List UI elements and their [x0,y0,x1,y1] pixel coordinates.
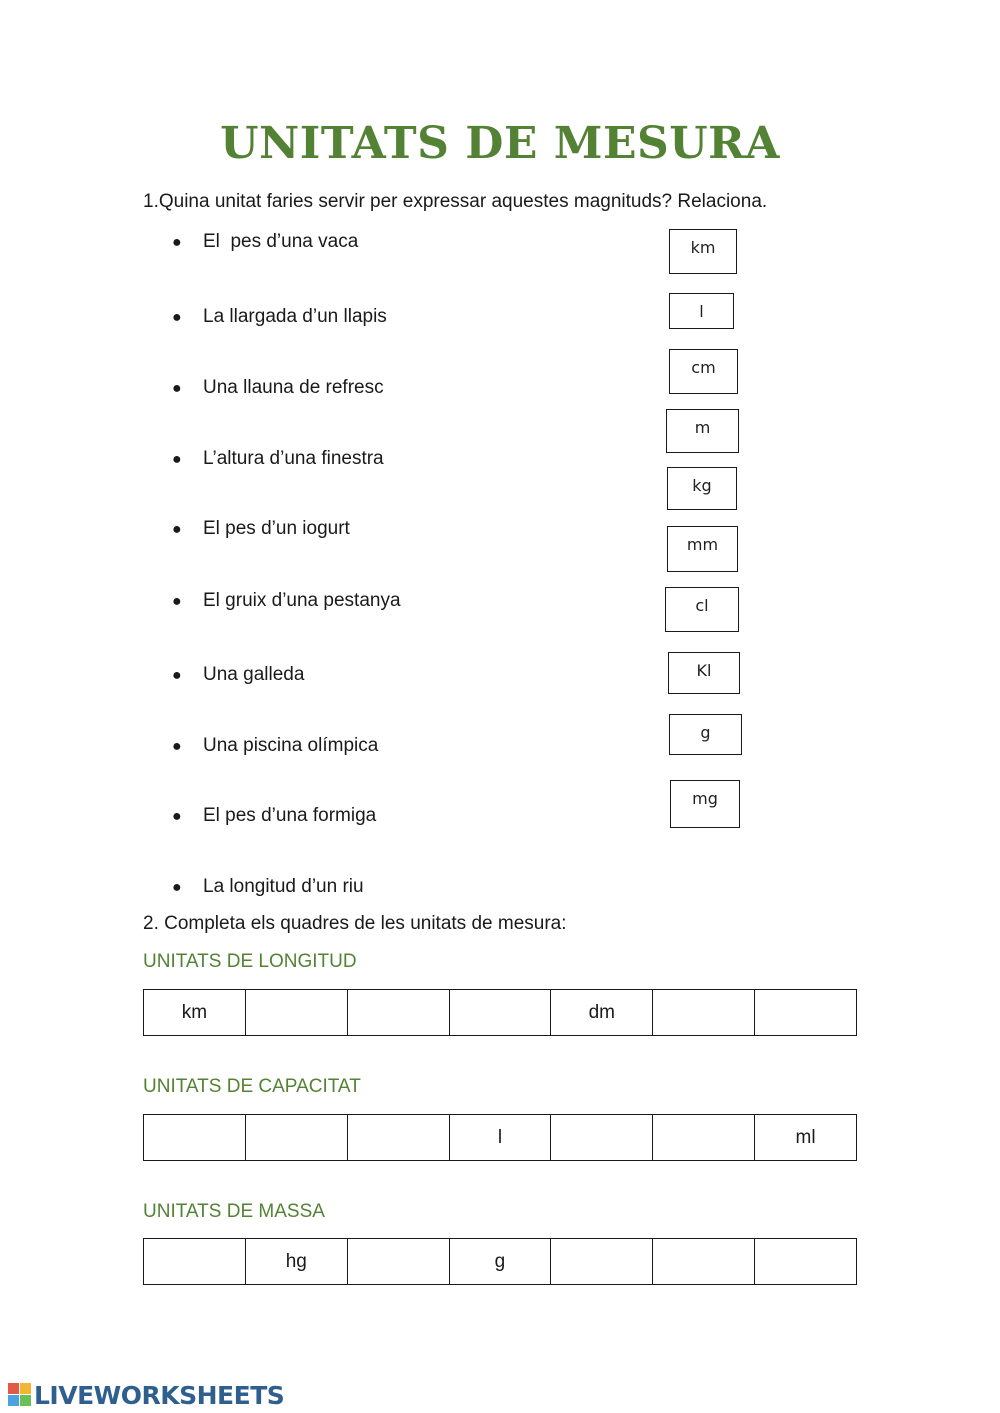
answer-input[interactable] [144,1238,249,1285]
table-row [144,1239,857,1285]
unit-box-mm[interactable]: mm [667,526,738,572]
list-item [172,735,378,757]
table-capacitat [143,1114,857,1161]
table-cell: ml [755,1115,857,1161]
unit-box-m[interactable]: m [666,409,739,453]
section-label-longitud: UNITATS DE LONGITUD [143,951,357,972]
table-cell: hg [245,1239,347,1285]
bullet-icon: ● [172,521,182,538]
table-cell: dm [551,990,653,1036]
unit-box-km[interactable]: km [669,229,737,274]
section-label-massa: UNITATS DE MASSA [143,1201,325,1222]
item-label: El pes d’una formiga [203,805,377,826]
answer-input[interactable] [653,989,758,1036]
bullet-icon: ● [172,593,182,610]
table-row [144,1115,857,1161]
table-cell-input[interactable] [245,1115,347,1161]
answer-input[interactable] [348,1114,453,1161]
item-label: La llargada d’un llapis [203,306,387,327]
bullet-icon: ● [172,667,182,684]
table-cell: km [144,990,246,1036]
table-cell: g [449,1239,551,1285]
table-longitud [143,989,857,1036]
unit-box-kg[interactable]: kg [667,467,737,510]
list-item [172,306,387,328]
list-item [172,590,401,612]
list-item [172,518,350,540]
table-cell-input[interactable] [551,1115,653,1161]
answer-input[interactable] [450,989,555,1036]
answer-input[interactable] [551,1114,656,1161]
answer-input[interactable] [551,1238,656,1285]
table-row [144,990,857,1036]
item-label: Una piscina olímpica [203,735,379,756]
list-item [172,805,376,827]
table-cell-input[interactable] [653,1239,755,1285]
item-label: El gruix d’una pestanya [203,590,401,611]
section-label-capacitat: UNITATS DE CAPACITAT [143,1076,361,1097]
list-item [172,448,384,470]
answer-input[interactable] [348,1238,453,1285]
table-cell-input[interactable] [347,1115,449,1161]
liveworksheets-logo [8,1380,284,1410]
item-label: El pes d’una vaca [203,231,359,252]
table-cell-input[interactable] [144,1115,246,1161]
table-massa [143,1238,857,1285]
table-cell-input[interactable] [347,990,449,1036]
question-2-text: 2. Completa els quadres de les unitats de mesura: [143,913,567,934]
answer-input[interactable] [246,1114,351,1161]
bullet-icon: ● [172,380,182,397]
unit-box-g[interactable]: g [669,714,742,755]
bullet-icon: ● [172,234,182,251]
table-cell-input[interactable] [449,990,551,1036]
answer-input[interactable] [653,1114,758,1161]
answer-input[interactable] [246,989,351,1036]
bullet-icon: ● [172,808,182,825]
table-cell-input[interactable] [347,1239,449,1285]
unit-box-l[interactable]: l [669,293,734,329]
table-cell-input[interactable] [755,1239,857,1285]
answer-input[interactable] [755,1238,860,1285]
table-cell-input[interactable] [245,990,347,1036]
answer-input[interactable] [144,1114,249,1161]
bullet-icon: ● [172,879,182,896]
table-cell-input[interactable] [144,1239,246,1285]
unit-box-kl[interactable]: Kl [668,652,740,694]
list-item [172,231,358,253]
bullet-icon: ● [172,738,182,755]
answer-input[interactable] [348,989,453,1036]
table-cell-input[interactable] [653,1115,755,1161]
unit-box-cl[interactable]: cl [665,587,739,632]
table-cell-input[interactable] [653,990,755,1036]
item-label: Una galleda [203,664,305,685]
bullet-icon: ● [172,451,182,468]
table-cell-input[interactable] [551,1239,653,1285]
logo-text: LIVEWORKSHEETS [34,1380,285,1410]
item-label: La longitud d’un riu [203,876,364,897]
item-label: L’altura d’una finestra [203,448,384,469]
item-label: El pes d’un iogurt [203,518,350,539]
answer-input[interactable] [653,1238,758,1285]
list-item [172,377,384,399]
table-cell-input[interactable] [755,990,857,1036]
answer-input[interactable] [755,989,860,1036]
list-item [172,876,364,898]
list-item [172,664,304,686]
bullet-icon: ● [172,309,182,326]
item-label: Una llauna de refresc [203,377,384,398]
blocks-icon [8,1383,32,1407]
unit-box-mg[interactable]: mg [670,780,740,828]
unit-box-cm[interactable]: cm [669,349,738,394]
page-title: UNITATS DE MESURA [220,118,780,169]
question-1-text: 1.Quina unitat faries servir per expressar aquestes magnituds? Relaciona. [143,191,768,212]
table-cell: l [449,1115,551,1161]
